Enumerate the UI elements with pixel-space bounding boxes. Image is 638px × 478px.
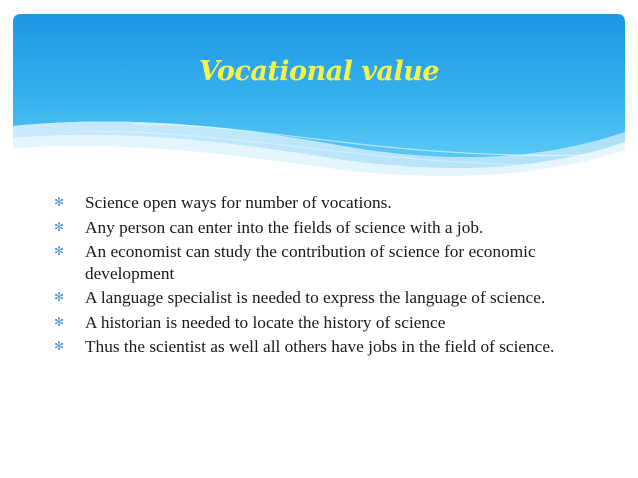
- bullet-item: [52, 241, 582, 284]
- asterisk-bullet-icon: ✻: [53, 219, 65, 234]
- asterisk-bullet-icon: ✻: [53, 195, 65, 209]
- bullet-text: A historian is needed to locate the history of science: [85, 312, 446, 332]
- bullet-text: A language specialist is needed to express the language of science.: [85, 288, 546, 307]
- bullet-item: [52, 217, 582, 239]
- bullet-text: Thus the scientist as well all others have jobs in the field of science.: [85, 337, 555, 356]
- bullet-text: An economist can study the contribution of science for economic development: [85, 242, 536, 283]
- bullet-item: [52, 287, 582, 309]
- asterisk-bullet-icon: ✻: [53, 339, 65, 353]
- bullet-text: Any person can enter into the fields of science with a job.: [85, 217, 484, 237]
- bullet-item: [52, 312, 582, 334]
- bullet-item: [52, 192, 582, 214]
- slide-title: Vocational value: [198, 56, 440, 87]
- bullet-list: [52, 192, 582, 361]
- asterisk-bullet-icon: ✻: [53, 244, 65, 258]
- header-wave-banner: [13, 14, 625, 184]
- asterisk-bullet-icon: ✻: [53, 290, 65, 304]
- bullet-text: Science open ways for number of vocations.: [85, 193, 392, 212]
- bullet-item: [52, 336, 582, 358]
- asterisk-bullet-icon: ✻: [53, 314, 65, 329]
